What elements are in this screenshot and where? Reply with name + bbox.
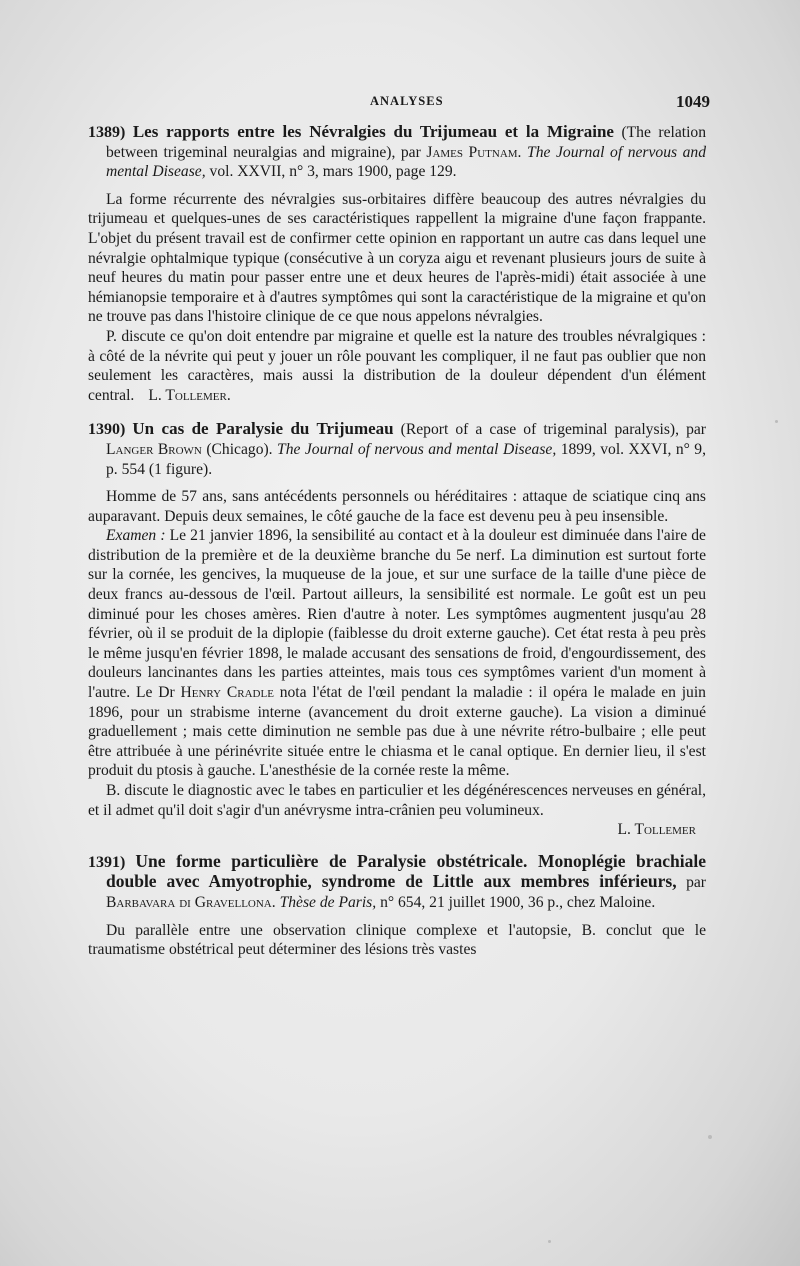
doctor-title: Dr — [158, 684, 175, 702]
author-name: Langer Brown — [106, 440, 202, 458]
citation-details: 1899, vol. XXVI, n° 9, p. 554 (1 figure). — [106, 440, 706, 478]
entry-number: 1391) — [88, 853, 126, 871]
entry-title: Une forme particulière de Paralysie obstétricale. Monoplégie brachiale double avec Amyotrophie, syndrome de Little aux membres inférieurs, — [106, 850, 706, 892]
running-title: ANALYSES — [370, 94, 444, 108]
entry-1389-heading — [88, 122, 706, 182]
doctor-name: Henry Cradle — [180, 684, 274, 702]
entry-1389 — [88, 122, 706, 405]
entry-1390-heading — [88, 419, 706, 479]
scan-speck — [548, 1240, 551, 1243]
exam-label: Examen : — [106, 527, 166, 545]
page-content — [88, 122, 706, 970]
citation-text: (Report of a case of trigeminal paralysis), par — [400, 421, 706, 439]
paragraph: Du parallèle entre une observation clinique complexe et l'autopsie, B. conclut que le traumatisme obstétrical peut déterminer des lésions très vastes — [88, 921, 706, 959]
author-name: Barbavara di Gravellona. — [106, 893, 276, 911]
paragraph: La forme récurrente des névralgies sus-orbitaires diffère beaucoup des autres névralgies du trijumeau et quelques-unes de ses caractéristiques rappellent la migraine d'une façon frappante. L'objet du présent travail est de confirmer cette opinion en rapportant un autre cas dans lequel une névralgie ophtalmique typique (consécutive à un coryza aigu et revenant plusieurs jours de suite à neuf heures du matin pour passer entre une et deux heures de l'après-midi) était associée à une hémianopsie temporaire et à d'autres symptômes qui sont la caractéristique de la migraine et qu'on ne trouve pas dans l'histoire clinique de ce que nous appelons névralgies. — [88, 190, 706, 326]
exam-paragraph — [88, 526, 706, 781]
page-number: 1049 — [676, 92, 710, 111]
citation-location: (Chicago). — [206, 440, 273, 458]
citation-text: par — [686, 874, 706, 892]
journal-name: The Journal of nervous and mental Disease, — [277, 440, 557, 458]
signature: L. Tollemer — [617, 821, 696, 839]
citation-text: (The relation between trigeminal neuralgias and migraine), par — [106, 124, 707, 161]
entry-title: Un cas de Paralysie du Trijumeau — [132, 419, 394, 439]
author-name: James Putnam. — [426, 143, 522, 161]
paragraph: B. discute le diagnostic avec le tabes en particulier et les dégénérescences nerveuses en général, et il admet qu'il doit s'agir d'un anévrysme intra-crânien peu volumineux. — [88, 782, 706, 819]
journal-name: Thèse de Paris, — [279, 893, 377, 911]
paragraph — [88, 327, 706, 405]
paragraph-text: P. discute ce qu'on doit entendre par migraine et quelle est la nature des troubles névralgiques : à côté de la névrite qui peut y jouer un rôle pouvant les compliquer, il ne faut pas oublier que non seulement les caractères, mais aussi la distribution de la douleur dépendent d'un élément central. — [88, 327, 706, 404]
signature: L. Tollemer. — [148, 386, 231, 404]
entry-title: Les rapports entre les Névralgies du Trijumeau et la Migraine — [132, 122, 614, 141]
scan-speck — [775, 420, 778, 423]
entry-1390 — [88, 419, 706, 839]
journal-name: The Journal of nervous and mental Disease, — [106, 143, 707, 181]
paragraph: Homme de 57 ans, sans antécédents personnels ou héréditaires : attaque de sciatique cinq ans auparavant. Depuis deux semaines, le côté gauche de la face est devenu peu à peu insensible. — [88, 488, 706, 525]
citation-details: vol. XXVII, n° 3, mars 1900, page 129. — [209, 163, 457, 181]
entry-1391-heading — [88, 852, 706, 913]
exam-text: Le 21 janvier 1896, la sensibilité au contact et à la douleur est diminuée dans l'aire de distribution de la première et de la deuxième branche du 5e nerf. La diminution est surtout forte sur la cornée, les gencives, la muqueuse de la joue, et sur une surface de la taille d'une pièce de deux francs au-dessous de l'œil. Partout ailleurs, la sensibilité est normale. Le goût est un peu diminué pour les choses amères. Rien d'autre à noter. Les symptômes augmentent jusqu'au 28 février, où il se produit de la diplopie (faiblesse du droit externe gauche). Cet état resta à peu près le même jusqu'en février 1898, le malade accusant des sensations de froid, d'engourdissement, des douleurs lancinantes dans les parties atteintes, mais tous ces symptômes varient d'un moment à l'autre. Le — [88, 527, 706, 702]
entry-number: 1390) — [88, 421, 126, 439]
scan-speck — [708, 1135, 712, 1139]
entry-1391 — [88, 852, 706, 960]
page-header — [90, 92, 710, 118]
entry-number: 1389) — [88, 124, 126, 141]
citation-details: n° 654, 21 juillet 1900, 36 p., chez Maloine. — [380, 893, 656, 911]
exam-text-rest: nota l'état de l'œil pendant la maladie : il opéra le malade en juin 1896, pour un strabisme interne (avancement du droit externe gauche). La vision a diminué graduellement ; mais cette diminution ne semble pas due à une névrite rétro-bulbaire ; elle peut être attribuée à une périnévrite située entre le chiasma et le canal optique. En dernier lieu, il s'est produit du ptosis à gauche. L'anesthésie de la cornée reste la même. — [88, 684, 706, 780]
